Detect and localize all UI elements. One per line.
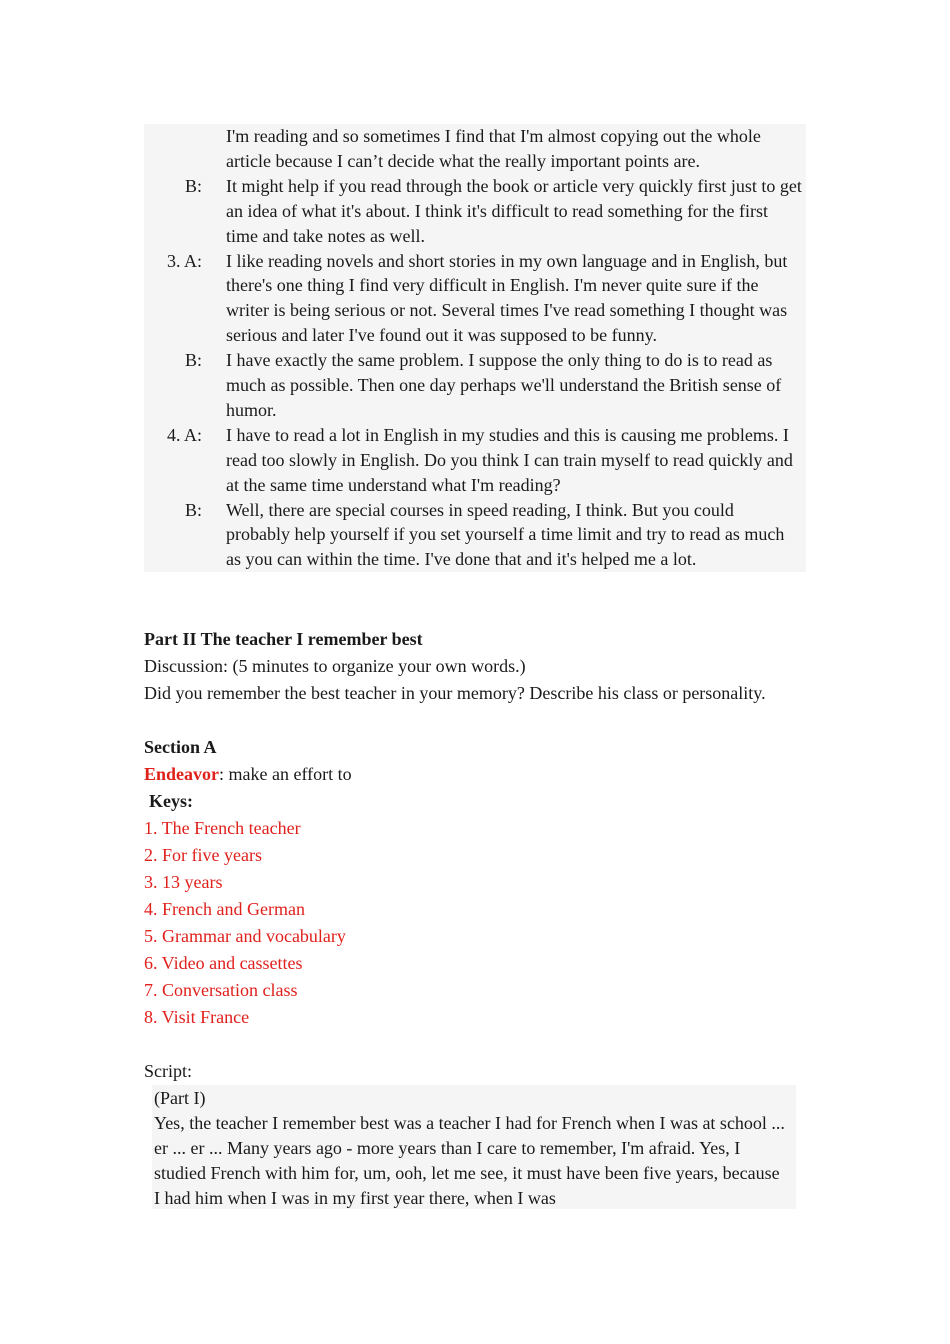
key-item: 7. Conversation class bbox=[144, 980, 298, 1000]
speaker-label: B: bbox=[184, 350, 202, 371]
vocab-entry bbox=[144, 761, 352, 787]
discussion-question: Did you remember the best teacher in your memory? Describe his class or personality. bbox=[144, 683, 766, 703]
dialogue-text: It might help if you read through the book or article very quickly first just to get an idea of what it's about. I think it's difficult to read something for the first time and take notes as well. bbox=[226, 175, 802, 246]
script-text: Yes, the teacher I remember best was a teacher I had for French when I was at school ... er ... er ... Many years ago - more years than I care to remember, I'm afraid. Yes, I studied French with him for, um, ooh, let me see, it must have been five years, because I had him when I was in my first year there, when I was bbox=[154, 1112, 785, 1208]
key-item: 5. Grammar and vocabulary bbox=[144, 926, 346, 946]
vocab-word: Endeavor bbox=[144, 764, 220, 784]
vocab-definition: : make an effort to bbox=[219, 764, 352, 784]
script-box bbox=[152, 1085, 796, 1209]
script-part-label: (Part I) bbox=[154, 1088, 206, 1108]
discussion-instruction: Discussion: (5 minutes to organize your own words.) bbox=[144, 656, 526, 676]
part2-heading: Part II The teacher I remember best bbox=[144, 629, 423, 649]
key-item: 2. For five years bbox=[144, 845, 262, 865]
key-item: 4. French and German bbox=[144, 899, 305, 919]
script-label: Script: bbox=[144, 1061, 192, 1081]
key-item: 3. 13 years bbox=[144, 872, 223, 892]
key-item: 8. Visit France bbox=[144, 1007, 250, 1027]
speaker-label: 3. A: bbox=[166, 250, 202, 271]
dialogue-text: I have exactly the same problem. I suppose the only thing to do is to read as much as possible. Then one day perhaps we'll understand the British sense of humor. bbox=[226, 350, 782, 420]
speaker-label: B: bbox=[184, 175, 202, 196]
dialogue-text: I like reading novels and short stories in my own language and in English, but there's one thing I find very difficult in English. I'm never quite sure if the writer is being serious or not. Several times I've read something I thought was serious and later I've found out it was supposed to be funny. bbox=[226, 250, 788, 346]
dialogue-text: I'm reading and so sometimes I find that I'm almost copying out the whole article because I can’t decide what the really important points are. bbox=[226, 126, 761, 171]
dialogue-box bbox=[144, 124, 806, 572]
script-content bbox=[154, 1086, 790, 1209]
key-item: 6. Video and cassettes bbox=[144, 953, 303, 973]
dialogue-text: I have to read a lot in English in my studies and this is causing me problems. I read too slowly in English. Do you think I can train myself to read quickly and at the same time understand what I'm reading? bbox=[226, 424, 793, 495]
keys-label: Keys: bbox=[149, 791, 193, 811]
section-a-heading: Section A bbox=[144, 737, 217, 757]
speaker-label: B: bbox=[184, 499, 202, 520]
key-item: 1. The French teacher bbox=[144, 818, 301, 838]
dialogue-text: Well, there are special courses in speed reading, I think. But you could probably help yourself if you set yourself a time limit and try to read as much as you can within the time. I've done that and it's helped me a lot. bbox=[226, 499, 785, 570]
speaker-label: 4. A: bbox=[166, 424, 202, 445]
